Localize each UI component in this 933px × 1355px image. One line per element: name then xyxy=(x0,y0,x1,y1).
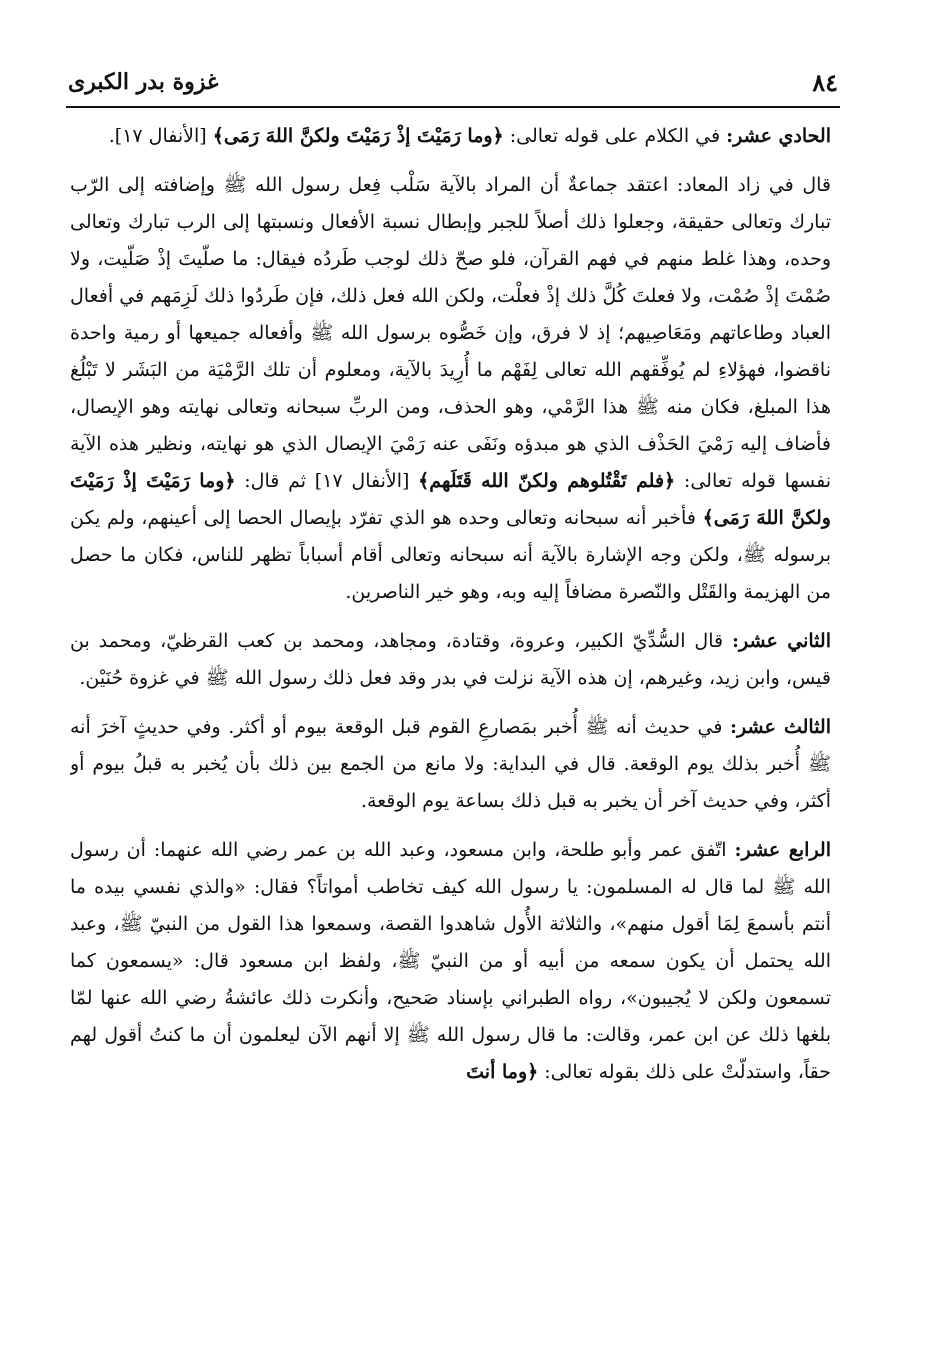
header-rule xyxy=(66,106,840,108)
section-heading: الرابع عشر: xyxy=(734,839,831,861)
paragraph-zad-almaad xyxy=(70,167,831,611)
paragraph-11 xyxy=(70,118,831,155)
section-heading: الحادي عشر: xyxy=(726,125,831,147)
paragraph-text: في الكلام على قوله تعالى: xyxy=(503,125,727,147)
running-title: غزوة بدر الكبرى xyxy=(68,69,219,95)
paragraph-14 xyxy=(70,832,831,1091)
paragraph-text: [الأنفال ١٧] ثم قال: xyxy=(235,470,419,492)
page-body xyxy=(70,118,831,1341)
paragraph-text: قال السُّدِّيّ الكبير، وعروة، وقتادة، ومجاهد، ومحمد بن كعب القرظيّ، ومحمد بن قيس، وابن زيد، وغيرهم، إن هذه الآية نزلت في بدر وقد فعل ذلك رسول الله ﷺ في غزوة حُنَيْن. xyxy=(70,630,831,689)
verse-reference: [الأنفال ١٧]. xyxy=(108,125,213,147)
section-heading: الثاني عشر: xyxy=(732,630,831,652)
paragraph-text: فأخبر أنه سبحانه وتعالى وحده هو الذي تفرّد بإيصال الحصا إلى أعينهم، ولم يكن برسوله ﷺ، ولكن وجه الإشارة بالآية أنه سبحانه وتعالى أقام أسباباً تظهر للناس، فكان ما حصل من الهزيمة والقَتْل والنّصرة مضافاً إليه وبه، وهو خير الناصرين. xyxy=(70,507,831,603)
paragraph-12 xyxy=(70,623,831,697)
paragraph-text: اتّفق عمر وأبو طلحة، وابن مسعود، وعبد الله بن عمر رضي الله عنهما: أن رسول الله ﷺ لما قال له المسلمون: يا رسول الله كيف تخاطب أمواتاً؟ فقال: «والذي نفسي بيده ما أنتم بأسمعَ لِمَا أقول منهم»، والثلاثة الأُول شاهدوا القصة، وسمعوا هذا القول من النبيّ ﷺ، وعبد الله يحتمل أن يكون سمعه من أبيه أو من النبيّ ﷺ، ولفظ ابن مسعود قال: «يسمعون كما تسمعون ولكن لا يُجيبون»، رواه الطبراني بإسناد صَحيح، وأنكرت ذلك عائشةُ رضي الله عنها لمّا بلغها ذلك عن ابن عمر، وقالت: ما قال رسول الله ﷺ إلا أنهم الآن ليعلمون أن ما كنتُ أقول لهم حقاً، واستدلّتْ على ذلك بقوله تعالى: xyxy=(70,839,831,1083)
paragraph-text: في حديث أنه ﷺ أُخبر بمَصارعِ القوم قبل الوقعة بيوم أو أكثر. وفي حديثٍ آخرَ أنه ﷺ أُخبر بذلك يوم الوقعة. قال في البداية: ولا مانع من الجمع بين ذلك بأن يُخبر به قبلُ بيوم أو أكثر، وفي حديث آخر أن يخبر به قبل ذلك بساعة يوم الوقعة. xyxy=(70,716,831,812)
quran-quote: ﴿وما أنتَ xyxy=(466,1061,539,1083)
paragraph-13 xyxy=(70,709,831,820)
quran-quote: ﴿فلم تَقْتُلوهم ولكنّ الله قَتَلَهم﴾ xyxy=(418,470,676,492)
page-header xyxy=(68,60,838,104)
quran-quote: ﴿وما رَمَيْتَ إذْ رَمَيْتَ ولكنَّ اللهَ رَمَى﴾ xyxy=(212,125,504,147)
page-number: ٨٤ xyxy=(812,67,838,97)
quran-quote: ﴿وما رَمَيْتَ إذْ رَمَيْتَ ولكنَّ اللهَ رَمَى﴾ xyxy=(70,470,831,529)
section-heading: الثالث عشر: xyxy=(730,716,831,738)
paragraph-text: قال في زاد المعاد: اعتقد جماعةٌ أن المراد بالآية سَلْب فِعل رسول الله ﷺ وإضافته إلى الرّب تبارك وتعالى حقيقة، وجعلوا ذلك أصلاً للجبر وإبطال نسبة الأفعال ونسبتها إلى الرب تبارك وتعالى وحده، وهذا غلط منهم في فهم القرآن، فلو صحّ ذلك لوجب طَردُه فيقال: ما صلّيتَ إذْ صَلّيت، ولا صُمْتَ إذْ صُمْت، ولا فعلتَ كُلَّ ذلك إذْ فعلْت، ولكن الله فعل ذلك، فإن طَردُوا ذلك لَزِمَهم في أفعال العباد وطاعاتهم ومَعَاصِيهم؛ إذ لا فرق، وإن خَصُّوه برسول الله ﷺ وأفعاله جميعها أو رمية واحدة ناقضوا، فهؤلاءِ لم يُوفِّقهم الله تعالى لِفَهْم ما أُرِيدَ بالآية، ومعلوم أن تلك الرَّمْيَة من البَشَر لا تَبْلُغ هذا المبلغ، فكان منه ﷺ هذا الرَّمْي، وهو الحذف، ومن الربِّ سبحانه وتعالى نهايته وهو الإيصال، فأضاف إليه رَمْيَ الحَذْف الذي هو مبدؤه ونَفَى عنه رَمْيَ الإيصال الذي هو نهايته، ونظير هذه الآية نفسها قوله تعالى: xyxy=(70,174,831,492)
